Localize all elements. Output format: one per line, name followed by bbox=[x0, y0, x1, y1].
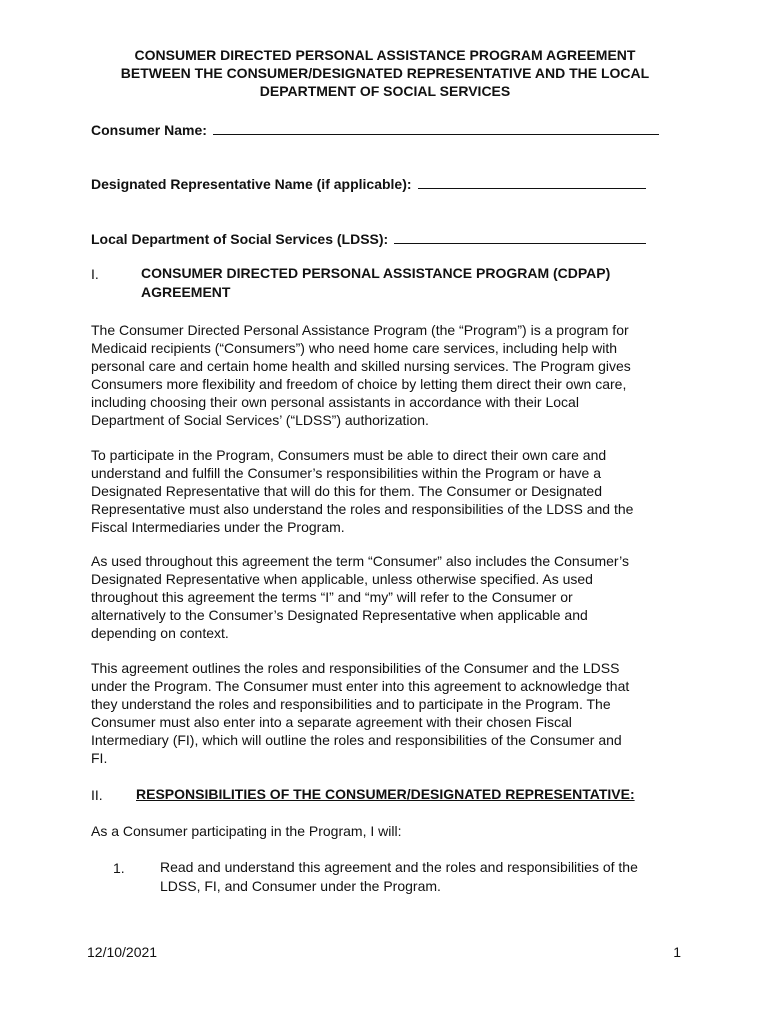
consumer-name-blank bbox=[213, 120, 659, 135]
title-line-2: BETWEEN THE CONSUMER/DESIGNATED REPRESENTATIVE AND THE LOCAL bbox=[120, 65, 650, 81]
paragraph-line: understand and fulfill the Consumer’s responsibilities within the Program or have a bbox=[91, 465, 601, 481]
paragraph-1 bbox=[91, 321, 681, 429]
list-item bbox=[160, 858, 690, 896]
designated-rep-field bbox=[91, 174, 646, 193]
paragraph-4 bbox=[91, 659, 681, 767]
paragraph-line: alternatively to the Consumer’s Designated Representative when applicable and bbox=[91, 607, 588, 623]
paragraph-line: depending on context. bbox=[91, 625, 229, 641]
paragraph-2 bbox=[91, 446, 681, 536]
paragraph-line: Intermediary (FI), which will outline the roles and responsibilities of the Consumer and bbox=[91, 732, 622, 748]
section-2-number: II. bbox=[91, 787, 103, 803]
list-item-line-2: LDSS, FI, and Consumer under the Program. bbox=[160, 878, 441, 894]
paragraph-line: Representative must also understand the roles and responsibilities of the LDSS and the bbox=[91, 501, 634, 517]
section-2-intro: As a Consumer participating in the Program, I will: bbox=[91, 823, 402, 839]
ldss-label: Local Department of Social Services (LDSS): bbox=[91, 231, 389, 247]
paragraph-line: The Consumer Directed Personal Assistance Program (the “Program”) is a program for bbox=[91, 322, 629, 338]
paragraph-line: under the Program. The Consumer must enter into this agreement to acknowledge that bbox=[91, 678, 630, 694]
designated-rep-blank bbox=[418, 174, 646, 189]
paragraph-line: Designated Representative when applicable, unless otherwise specified. As used bbox=[91, 571, 593, 587]
paragraph-line: Consumer must also enter into a separate agreement with their chosen Fiscal bbox=[91, 714, 572, 730]
paragraph-line: Consumers more flexibility and freedom of choice by letting them direct their own care, bbox=[91, 376, 627, 392]
paragraph-line: including choosing their own personal assistants in accordance with their Local bbox=[91, 394, 579, 410]
section-1-heading-line-2: AGREEMENT bbox=[141, 284, 231, 300]
paragraph-line: Medicaid recipients (“Consumers”) who need home care services, including help with bbox=[91, 340, 618, 356]
list-item-line-1: Read and understand this agreement and the roles and responsibilities of the bbox=[160, 859, 638, 875]
ldss-blank bbox=[394, 229, 646, 244]
paragraph-line: they understand the roles and responsibilities and to participate in the Program. The bbox=[91, 696, 611, 712]
paragraph-line: Department of Social Services’ (“LDSS”) authorization. bbox=[91, 412, 429, 428]
section-1-number: I. bbox=[91, 266, 99, 282]
document-title bbox=[60, 46, 710, 100]
page-number: 1 bbox=[673, 944, 681, 960]
ldss-field bbox=[91, 229, 646, 248]
paragraph-line: personal care and certain home health and skilled nursing services. The Program gives bbox=[91, 358, 631, 374]
designated-rep-label: Designated Representative Name (if applicable): bbox=[91, 176, 412, 192]
paragraph-line: As used throughout this agreement the term “Consumer” also includes the Consumer’s bbox=[91, 553, 629, 569]
footer-date: 12/10/2021 bbox=[87, 944, 158, 960]
consumer-name-label: Consumer Name: bbox=[91, 122, 207, 138]
section-1-heading bbox=[141, 264, 610, 302]
consumer-name-field bbox=[91, 120, 659, 139]
section-2-heading: RESPONSIBILITIES OF THE CONSUMER/DESIGNATED REPRESENTATIVE: bbox=[136, 786, 635, 802]
title-line-3: DEPARTMENT OF SOCIAL SERVICES bbox=[259, 83, 511, 99]
paragraph-3 bbox=[91, 552, 681, 642]
paragraph-line: throughout this agreement the terms “I” and “my” will refer to the Consumer or bbox=[91, 589, 573, 605]
paragraph-line: FI. bbox=[91, 750, 108, 766]
list-item-number: 1. bbox=[113, 860, 125, 876]
paragraph-line: This agreement outlines the roles and responsibilities of the Consumer and the LDSS bbox=[91, 660, 620, 676]
section-1-heading-line-1: CONSUMER DIRECTED PERSONAL ASSISTANCE PROGRAM (CDPAP) bbox=[141, 265, 611, 281]
paragraph-line: Designated Representative that will do this for them. The Consumer or Designated bbox=[91, 483, 603, 499]
paragraph-line: Fiscal Intermediaries under the Program. bbox=[91, 519, 345, 535]
title-line-1: CONSUMER DIRECTED PERSONAL ASSISTANCE PROGRAM AGREEMENT bbox=[134, 47, 636, 63]
paragraph-line: To participate in the Program, Consumers must be able to direct their own care and bbox=[91, 447, 607, 463]
